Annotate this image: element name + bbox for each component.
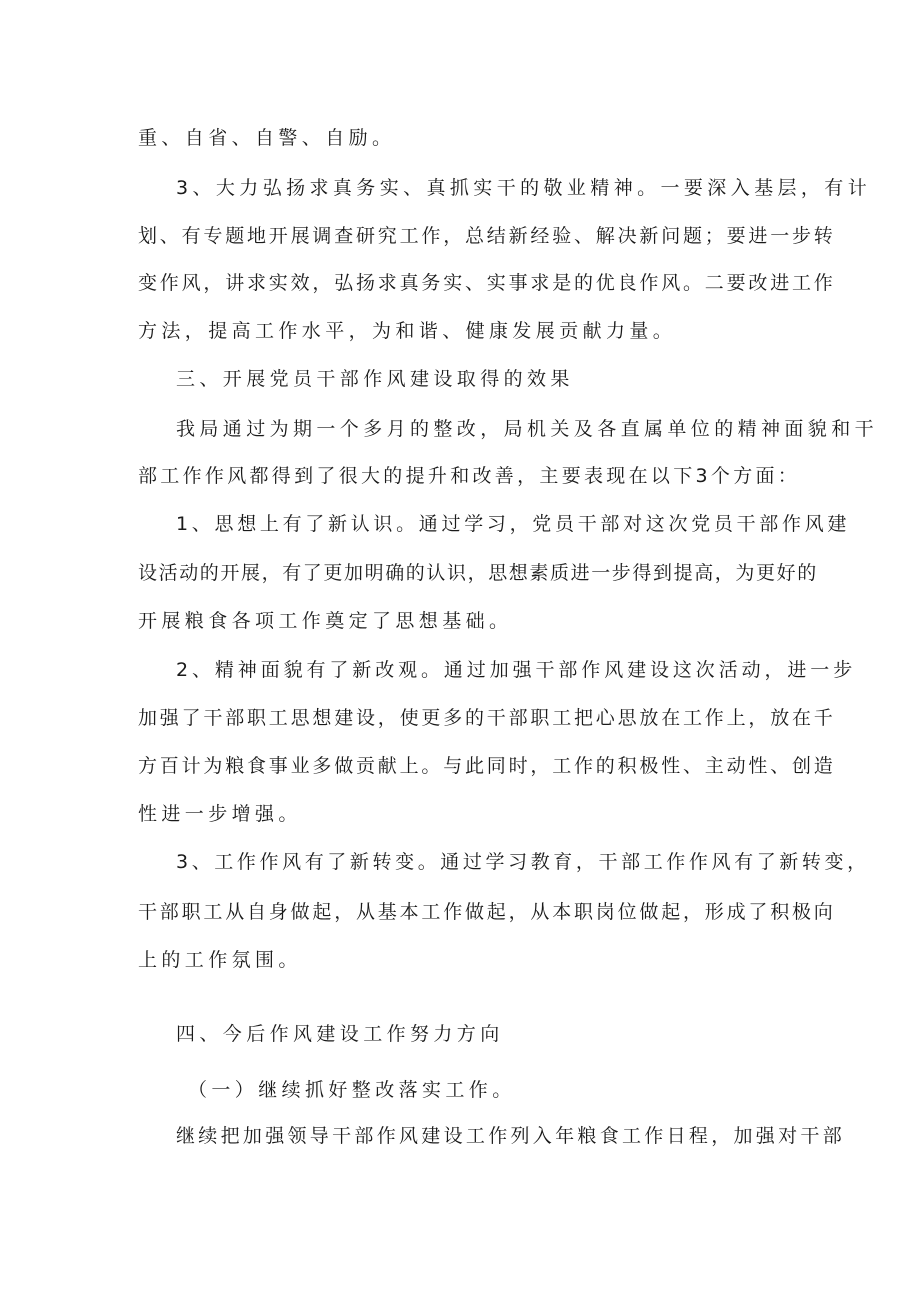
numbered-item-line: 1、思想上有了新认识。通过学习，党员干部对这次党员干部作风建 xyxy=(176,513,851,535)
body-text-line: 方百计为粮食事业多做贡献上。与此同时，工作的积极性、主动性、创造 xyxy=(138,755,836,777)
body-text-line: 变作风，讲求实效，弘扬求真务实、实事求是的优良作风。二要改进工作 xyxy=(138,272,836,294)
subsection-heading: （一）继续抓好整改落实工作。 xyxy=(188,1079,516,1101)
body-text-line: 加强了干部职工思想建设，使更多的干部职工把心思放在工作上，放在千 xyxy=(138,707,836,729)
body-text-line: 部工作作风都得到了很大的提升和改善，主要表现在以下3个方面： xyxy=(138,465,801,487)
body-text-line: 我局通过为期一个多月的整改，局机关及各直属单位的精神面貌和干 xyxy=(176,418,879,440)
section-heading: 三、开展党员干部作风建设取得的效果 xyxy=(176,368,574,390)
body-text-line: 方法，提高工作水平，为和谐、健康发展贡献力量。 xyxy=(138,320,677,342)
numbered-item-line: 3、工作作风有了新转变。通过学习教育，干部工作作风有了新转变， xyxy=(176,851,870,873)
body-text-line: 划、有专题地开展调查研究工作，总结新经验、解决新问题；要进一步转 xyxy=(138,225,836,247)
body-text-line: 上的工作氛围。 xyxy=(138,949,302,971)
body-text-line: 设活动的开展，有了更加明确的认识，思想素质进一步得到提高，为更好的 xyxy=(138,562,818,584)
numbered-item-line: 2、精神面貌有了新改观。通过加强干部作风建设这次活动，进一步 xyxy=(176,659,857,681)
body-text-line: 开展粮食各项工作奠定了思想基础。 xyxy=(138,610,513,632)
body-text-line: 性进一步增强。 xyxy=(138,803,302,825)
section-heading: 四、今后作风建设工作努力方向 xyxy=(176,1023,504,1045)
body-text-line: 重、自省、自警、自励。 xyxy=(138,127,396,149)
numbered-item-line: 3、大力弘扬求真务实、真抓实干的敬业精神。一要深入基层，有计 xyxy=(176,177,872,199)
body-text-line: 继续把加强领导干部作风建设工作列入年粮食工作日程，加强对干部 xyxy=(176,1125,846,1147)
body-text-line: 干部职工从自身做起，从基本工作做起，从本职岗位做起，形成了积极向 xyxy=(138,901,836,923)
